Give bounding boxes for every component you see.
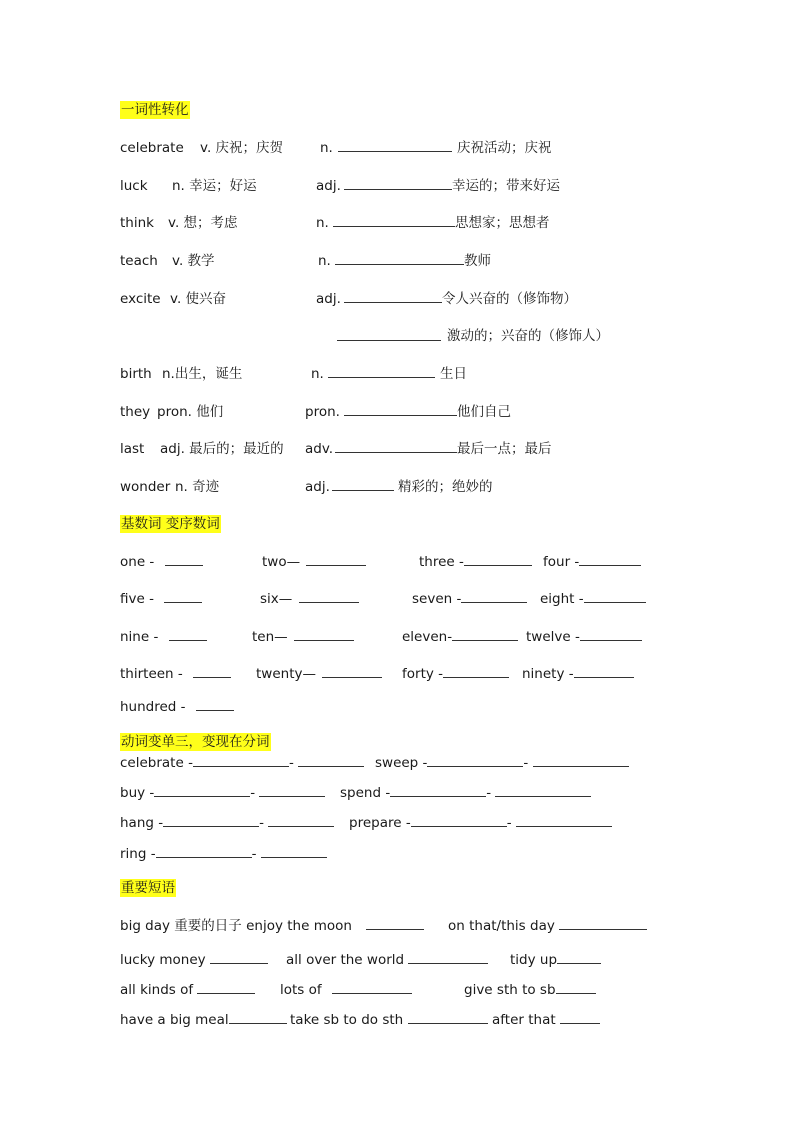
phrase-item: after that [492,1011,600,1029]
phrase-item: lots of [280,981,412,999]
answer-blank[interactable] [427,754,523,767]
answer-blank[interactable] [328,365,435,383]
target-meaning: 幸运的；带来好运 [452,178,560,194]
answer-blank[interactable] [322,665,382,678]
answer-blank[interactable] [306,553,366,566]
number-item: four - [543,553,641,571]
answer-blank[interactable] [344,403,457,421]
answer-blank[interactable] [574,665,634,678]
number-item: ten— [252,628,354,646]
number-item: thirteen - [120,665,231,683]
verb-item: spend - - [340,784,591,802]
answer-blank[interactable] [259,784,325,797]
target-pos: n. [320,140,333,156]
number-item: three - [419,553,532,571]
answer-blank[interactable] [580,628,642,641]
answer-blank[interactable] [408,951,488,964]
number-item: eleven- [402,628,518,646]
answer-blank[interactable] [268,814,334,827]
target-pos: adj. [316,178,341,194]
target-meaning: 他们自己 [457,404,511,420]
word-meaning: v. 使兴奋 [170,291,227,307]
answer-blank[interactable] [495,784,591,797]
target-meaning: 激动的；兴奋的（修饰人） [447,328,609,344]
target-meaning: 最后一点；最后 [457,441,552,457]
phrase-item: give sth to sb [464,981,596,999]
answer-blank[interactable] [294,628,354,641]
answer-blank[interactable] [335,440,457,458]
number-item: two— [262,553,366,571]
answer-blank[interactable] [210,951,268,964]
target-pos: adv. [305,441,334,457]
number-item: twelve - [526,628,642,646]
word-meaning: v. 想；考虑 [168,215,238,231]
word: birth [120,366,152,382]
number-item: eight - [540,590,646,608]
number-item: twenty— [256,665,382,683]
answer-blank[interactable] [261,845,327,858]
answer-blank[interactable] [338,139,452,157]
answer-blank[interactable] [156,845,252,858]
phrase-item: have a big meal [120,1011,287,1029]
answer-blank[interactable] [299,590,359,603]
answer-blank[interactable] [557,951,601,964]
answer-blank[interactable] [164,590,202,603]
word-meaning: adj. 最后的；最近的 [160,441,284,457]
number-item: forty - [402,665,509,683]
answer-blank[interactable] [229,1011,287,1024]
word: excite [120,291,161,307]
answer-blank[interactable] [165,553,203,566]
phrase-item: tidy up [510,951,601,969]
answer-blank[interactable] [556,981,596,994]
target-pos: adj. [316,291,341,307]
answer-blank[interactable] [196,698,234,711]
number-item: ninety - [522,665,634,683]
answer-blank[interactable] [366,917,424,930]
word: last [120,441,145,457]
word: luck [120,178,148,194]
answer-blank[interactable] [193,754,289,767]
number-item: hundred - [120,698,234,716]
target-meaning: 生日 [440,366,467,382]
answer-blank[interactable] [516,814,612,827]
answer-blank[interactable] [163,814,259,827]
phrase-item: big day 重要的日子 enjoy the moon [120,917,424,935]
number-item: six— [260,590,359,608]
word-meaning: n. 幸运；好运 [172,178,257,194]
verb-item: sweep - - [375,754,629,772]
answer-blank[interactable] [169,628,207,641]
word: they [120,404,151,420]
phrase-item: take sb to do sth [290,1011,488,1029]
target-meaning: 思想家；思想者 [455,215,550,231]
number-item: five - [120,590,202,608]
verb-item: celebrate - - [120,754,364,772]
phrase-item: lucky money [120,951,268,969]
section-title-phrases: 重要短语 [121,880,175,896]
section-title-word-forms: 一词性转化 [121,102,189,118]
answer-blank[interactable] [560,1011,600,1024]
target-pos: pron. [305,404,340,420]
word-meaning: n.出生，诞生 [162,366,243,382]
number-item: seven - [412,590,527,608]
verb-item: prepare - - [349,814,612,832]
word: wonder [120,479,171,495]
answer-blank[interactable] [337,327,441,345]
word: teach [120,253,158,269]
number-item: one - [120,553,203,571]
answer-blank[interactable] [464,553,532,566]
answer-blank[interactable] [154,784,250,797]
target-meaning: 精彩的；绝妙的 [398,479,493,495]
target-pos: n. [311,366,324,382]
answer-blank[interactable] [584,590,646,603]
answer-blank[interactable] [443,665,509,678]
section-title-numbers: 基数词 变序数词 [121,516,220,532]
answer-blank[interactable] [333,214,455,232]
answer-blank[interactable] [193,665,231,678]
word: celebrate [120,140,184,156]
word-meaning: n. 奇迹 [175,479,220,495]
target-meaning: 令人兴奋的（修饰物） [442,291,577,307]
answer-blank[interactable] [332,981,412,994]
target-pos: n. [316,215,329,231]
phrase-item: all over the world [286,951,488,969]
target-pos: adj. [305,479,330,495]
answer-blank[interactable] [461,590,527,603]
answer-blank[interactable] [344,177,452,195]
answer-blank[interactable] [579,553,641,566]
answer-blank[interactable] [197,981,255,994]
word: think [120,215,154,231]
word-meaning: v. 教学 [172,253,215,269]
answer-blank[interactable] [559,917,647,930]
answer-blank[interactable] [390,784,486,797]
answer-blank[interactable] [332,478,394,496]
answer-blank[interactable] [344,290,442,308]
section-title-verbs: 动词变单三，变现在分词 [121,734,270,750]
answer-blank[interactable] [335,252,464,270]
target-meaning: 教师 [464,253,491,269]
target-meaning: 庆祝活动；庆祝 [457,140,552,156]
answer-blank[interactable] [298,754,364,767]
answer-blank[interactable] [411,814,507,827]
verb-item: buy - - [120,784,325,802]
answer-blank[interactable] [452,628,518,641]
word-meaning: v. 庆祝；庆贺 [200,140,284,156]
answer-blank[interactable] [533,754,629,767]
target-pos: n. [318,253,331,269]
verb-item: ring - - [120,845,327,863]
phrase-item: all kinds of [120,981,255,999]
word-meaning: pron. 他们 [157,404,224,420]
verb-item: hang - - [120,814,334,832]
number-item: nine - [120,628,207,646]
answer-blank[interactable] [408,1011,488,1024]
phrase-item: on that/this day [448,917,647,935]
